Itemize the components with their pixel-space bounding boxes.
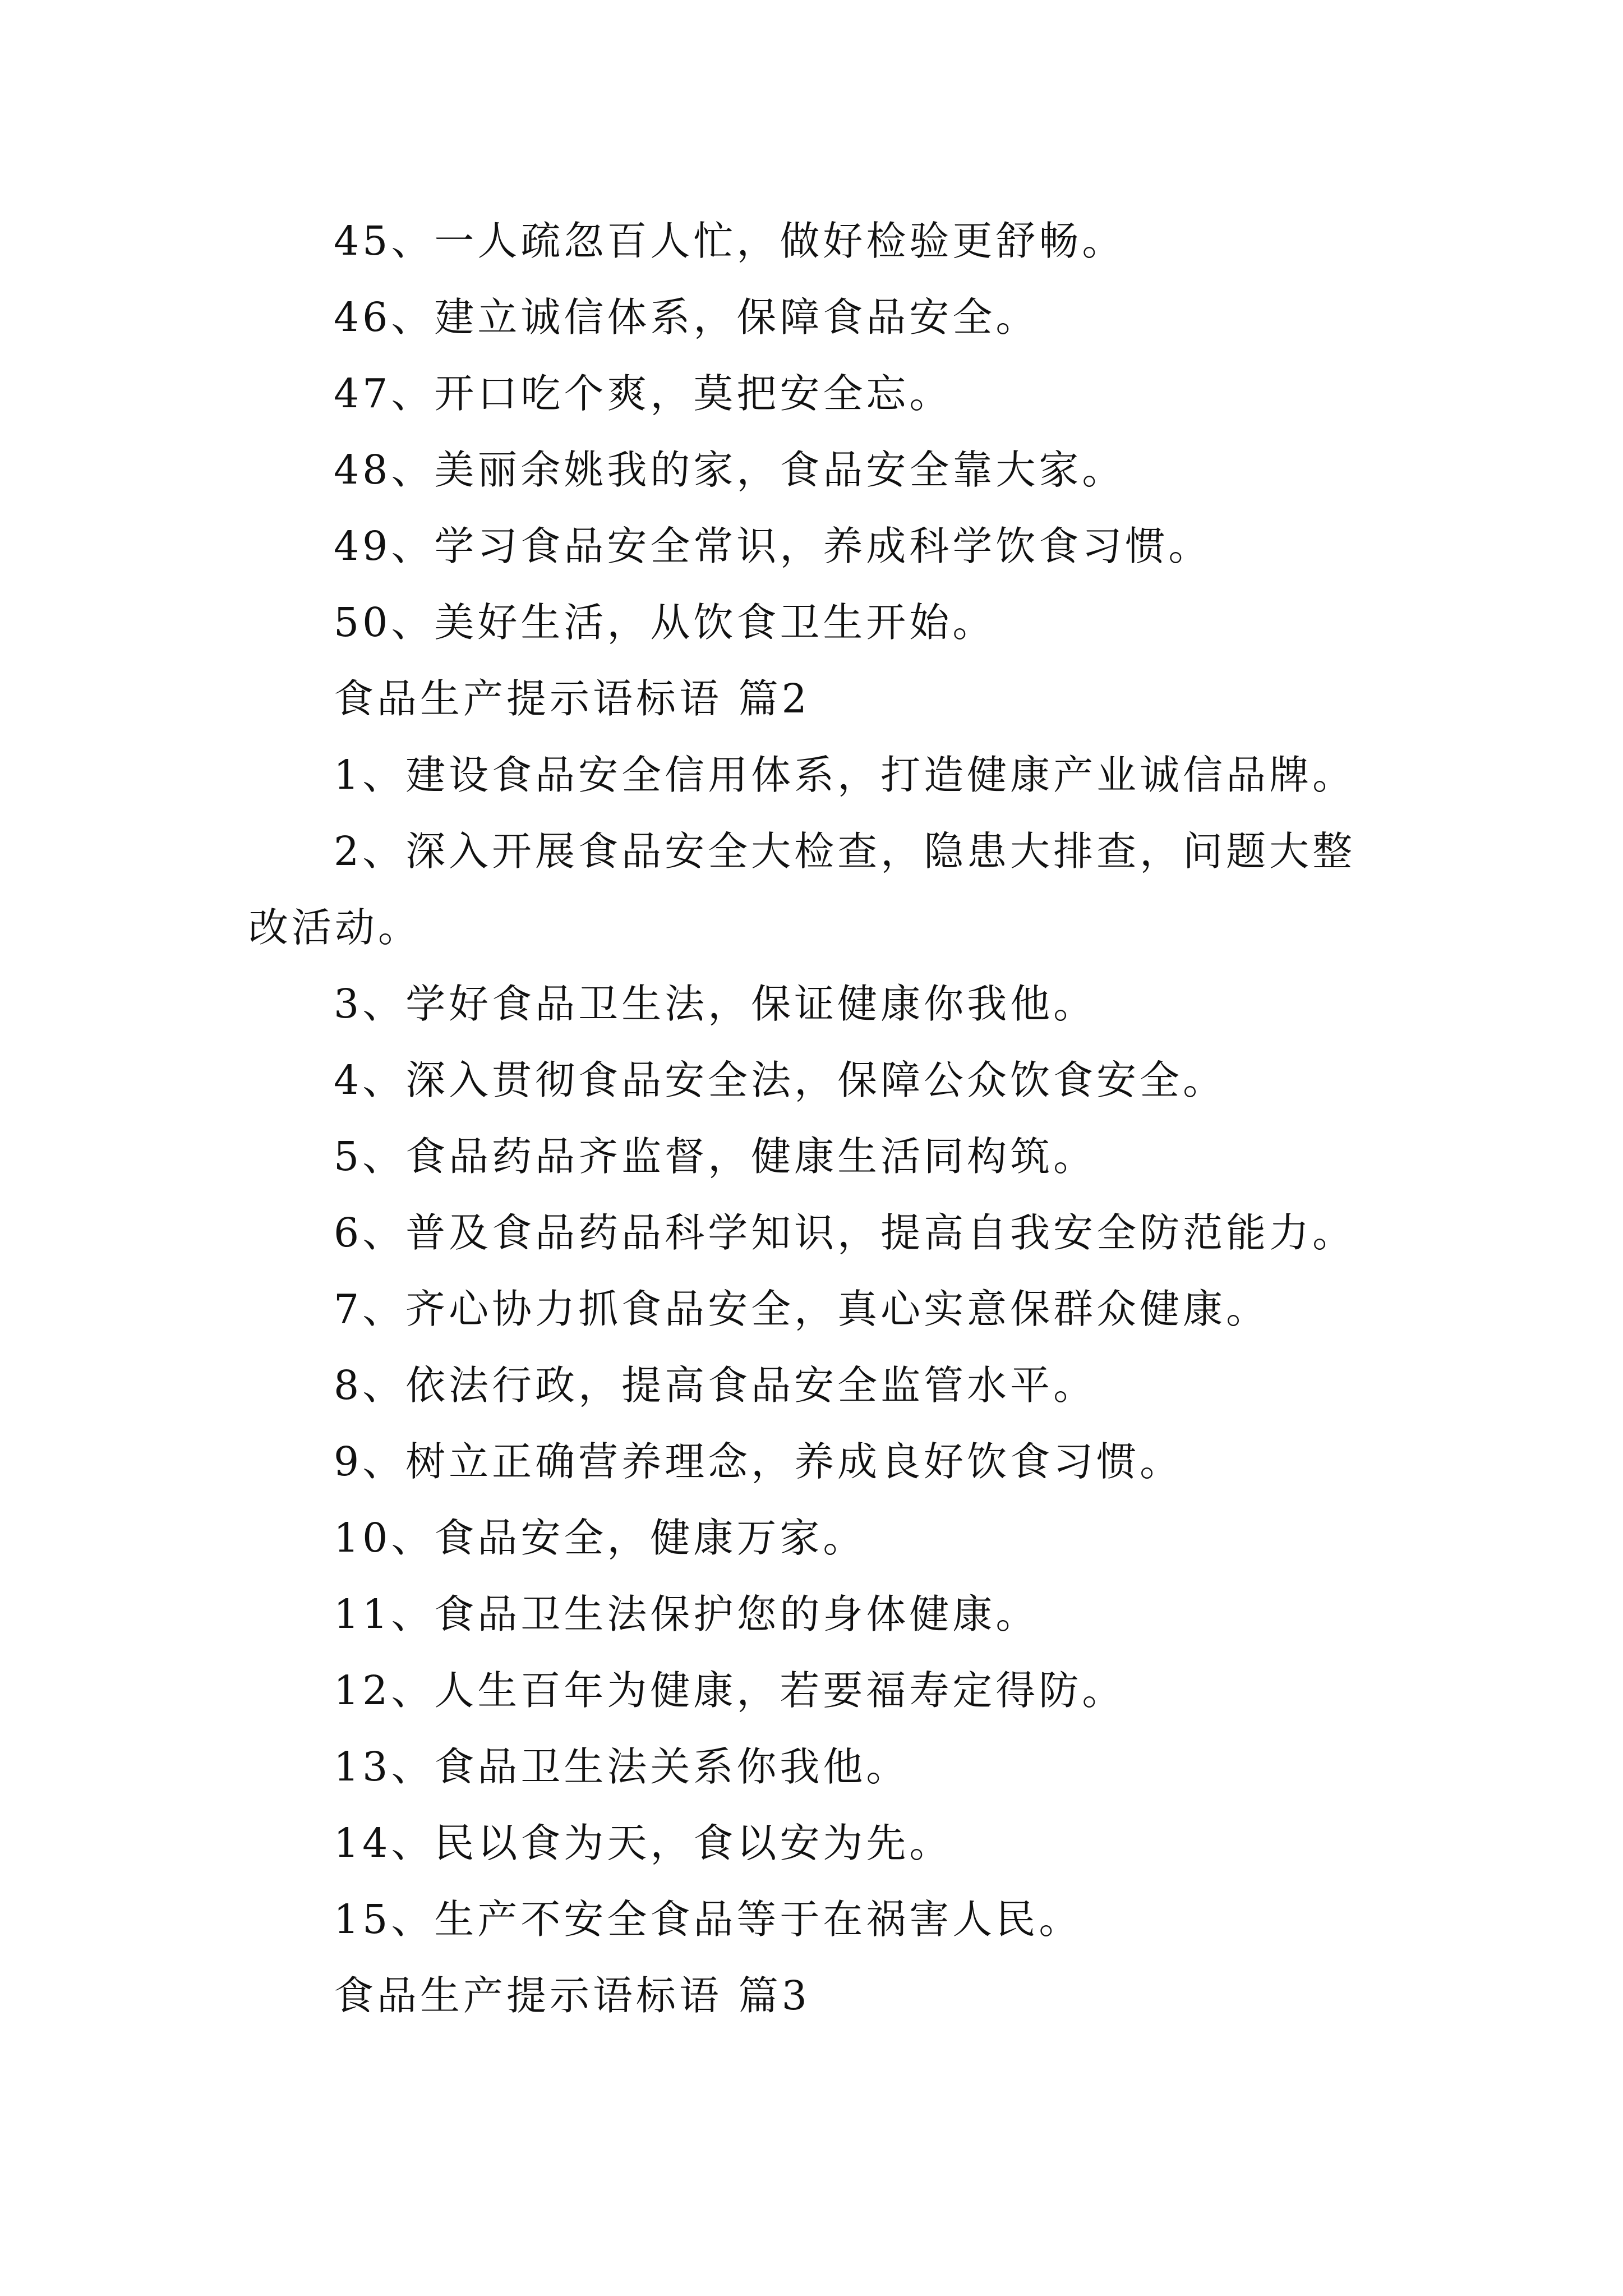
slogan-line: 10、食品安全，健康万家。	[334, 1515, 866, 1561]
slogan-line: 12、人生百年为健康，若要福寿定得防。	[334, 1667, 1126, 1714]
slogan-line: 11、食品卫生法保护您的身体健康。	[334, 1591, 1039, 1637]
slogan-line-continuation: 改活动。	[248, 904, 422, 951]
slogan-line: 6、普及食品药品科学知识，提高自我安全防范能力。	[334, 1209, 1356, 1256]
slogan-line: 7、齐心协力抓食品安全，真心实意保群众健康。	[334, 1286, 1270, 1332]
slogan-line: 45、一人疏忽百人忙，做好检验更舒畅。	[334, 218, 1126, 264]
slogan-line: 5、食品药品齐监督，健康生活同构筑。	[334, 1133, 1097, 1180]
slogan-line: 13、食品卫生法关系你我他。	[334, 1743, 910, 1790]
section-heading: 食品生产提示语标语 篇3	[334, 1972, 810, 2019]
slogan-line: 4、深入贯彻食品安全法，保障公众饮食安全。	[334, 1057, 1227, 1103]
slogan-line: 15、生产不安全食品等于在祸害人民。	[334, 1896, 1082, 1943]
slogan-line: 14、民以食为天，食以安为先。	[334, 1820, 953, 1866]
slogan-line: 8、依法行政，提高食品安全监管水平。	[334, 1362, 1097, 1409]
document-body	[248, 203, 1376, 2034]
slogan-line: 47、开口吃个爽，莫把安全忘。	[334, 370, 953, 417]
section-heading: 食品生产提示语标语 篇2	[334, 675, 810, 722]
slogan-line: 2、深入开展食品安全大检查，隐患大排查，问题大整	[334, 828, 1356, 875]
slogan-line: 48、美丽余姚我的家，食品安全靠大家。	[334, 447, 1126, 493]
slogan-line: 3、学好食品卫生法，保证健康你我他。	[334, 981, 1097, 1027]
slogan-line: 46、建立诚信体系，保障食品安全。	[334, 294, 1039, 341]
slogan-line: 1、建设食品安全信用体系，打造健康产业诚信品牌。	[334, 752, 1356, 798]
slogan-line: 49、学习食品安全常识，养成科学饮食习惯。	[334, 523, 1212, 569]
slogan-line: 50、美好生活，从饮食卫生开始。	[334, 599, 996, 646]
slogan-line: 9、树立正确营养理念，养成良好饮食习惯。	[334, 1438, 1183, 1485]
